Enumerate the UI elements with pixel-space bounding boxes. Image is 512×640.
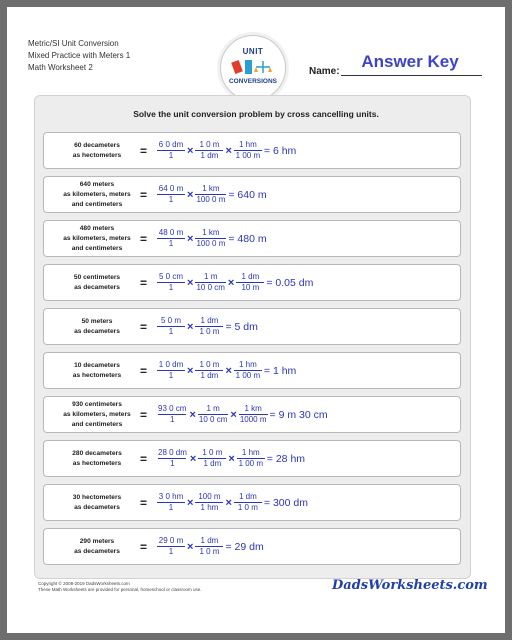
fraction-numerator: 1 m — [204, 272, 218, 281]
fraction-denominator: 1 — [157, 150, 185, 161]
times-sign: × — [225, 496, 232, 509]
problem-prompt — [48, 397, 146, 432]
times-sign: × — [187, 144, 194, 157]
times-sign: × — [187, 540, 194, 553]
conversion-fraction — [157, 536, 185, 557]
times-sign: × — [230, 408, 237, 421]
problem-row — [43, 396, 461, 433]
conversion-fraction — [198, 448, 226, 469]
fraction-denominator: 1 00 m — [235, 371, 261, 380]
problem-prompt — [48, 309, 146, 344]
fraction-denominator: 1 0 m — [234, 502, 262, 513]
prompt-line: as hectometers — [72, 371, 122, 379]
problem-row — [43, 264, 461, 301]
fraction-denominator: 10 m — [236, 282, 264, 293]
fraction-denominator: 10 0 cm — [196, 283, 225, 292]
equals-sign: = — [140, 143, 148, 158]
title-line-2: Mixed Practice with Meters 1 — [28, 51, 131, 60]
fraction-numerator: 1 km — [244, 404, 262, 413]
instructions: Solve the unit conversion problem by cross cancelling units. — [133, 109, 379, 119]
copyright-line: Copyright © 2008-2019 DadsWorksheets.com — [38, 581, 130, 586]
dadsworksheets-brand-logo: DadsWorksheets.com — [332, 578, 488, 593]
conversion-fraction — [195, 140, 223, 161]
fraction-numerator: 1 dm — [241, 272, 260, 281]
times-sign: × — [187, 320, 194, 333]
prompt-line: as decameters — [74, 503, 120, 511]
fraction-denominator: 1 — [157, 502, 185, 513]
fraction-numerator: 1 m — [206, 404, 220, 413]
fraction-denominator: 1 — [157, 326, 185, 337]
conversion-equation — [140, 529, 264, 564]
conversion-fraction — [237, 448, 265, 469]
problem-row — [43, 176, 461, 213]
equals-sign: = — [140, 275, 148, 290]
problem-row — [43, 132, 461, 169]
logo-text-conversions: CONVERSIONS — [228, 78, 278, 85]
fraction-numerator: 93 0 cm — [158, 404, 187, 413]
fraction-denominator: 1 — [157, 238, 185, 249]
answer-result: = 480 m — [228, 232, 267, 245]
problem-row — [43, 220, 461, 257]
conversion-fraction — [157, 360, 185, 381]
fraction-numerator: 1 hm — [241, 448, 260, 457]
conversion-fraction — [157, 228, 185, 249]
conversion-equation — [140, 397, 328, 432]
conversion-fraction — [157, 404, 187, 425]
conversion-equation — [140, 133, 296, 168]
prompt-line: 480 meters — [79, 224, 115, 232]
equals-sign: = — [140, 231, 148, 246]
equals-sign: = — [140, 495, 148, 510]
times-sign: × — [187, 496, 194, 509]
fraction-numerator: 1 hm — [238, 360, 257, 369]
title-line-1: Metric/SI Unit Conversion — [28, 39, 119, 48]
times-sign: × — [225, 144, 232, 157]
fraction-numerator: 1 0 m — [199, 140, 220, 149]
ruler-scale-icon — [231, 58, 275, 76]
fraction-numerator: 1 dm — [238, 492, 257, 501]
worksheet-title — [28, 38, 228, 74]
answer-result: = 1 hm — [263, 364, 297, 377]
conversion-fraction — [234, 492, 262, 513]
fraction-denominator: 1 0 m — [195, 326, 223, 337]
prompt-line: as hectometers — [72, 459, 122, 467]
problem-prompt — [48, 265, 146, 300]
conversion-fraction — [236, 272, 264, 293]
answer-key-text: Answer Key — [361, 52, 459, 71]
copyright-notice — [38, 581, 202, 593]
fraction-denominator: 1000 m — [239, 415, 267, 424]
answer-result: = 9 m 30 cm — [269, 408, 328, 421]
fraction-numerator: 5 0 m — [161, 316, 182, 325]
conversion-fraction — [195, 492, 223, 513]
conversion-equation — [140, 265, 313, 300]
problem-row — [43, 352, 461, 389]
fraction-denominator: 1 0 m — [195, 546, 223, 557]
prompt-line: as hectometers — [72, 151, 122, 159]
conversion-equation — [140, 485, 308, 520]
answer-result: = 640 m — [228, 188, 267, 201]
logo-text-unit: UNIT — [242, 47, 264, 56]
prompt-line: as kilometers, meters — [63, 410, 131, 418]
prompt-line: as kilometers, meters — [63, 190, 131, 198]
fraction-denominator: 1 — [157, 194, 185, 205]
prompt-line: as decameters — [74, 283, 120, 291]
fraction-numerator: 1 hm — [238, 140, 257, 149]
conversion-fraction — [239, 404, 268, 425]
fraction-denominator: 100 0 m — [196, 195, 226, 204]
usage-notice: These Math Worksheets are provided for personal, homeschool or classroom use. — [38, 587, 202, 592]
prompt-line: as decameters — [74, 547, 120, 555]
equals-sign: = — [140, 187, 148, 202]
problem-prompt — [48, 177, 146, 212]
conversion-equation — [140, 177, 267, 212]
fraction-numerator: 100 m — [198, 492, 221, 501]
prompt-line: as decameters — [74, 327, 120, 335]
conversion-fraction — [157, 316, 185, 337]
problem-prompt — [48, 133, 146, 168]
logo-icons — [221, 58, 285, 76]
fraction-numerator: 64 0 m — [158, 184, 184, 193]
problem-row — [43, 440, 461, 477]
times-sign: × — [227, 276, 235, 289]
conversion-equation — [140, 309, 258, 344]
prompt-line: 50 centimeters — [73, 273, 121, 281]
fraction-denominator: 1 dm — [195, 370, 223, 381]
prompt-line: as kilometers, meters — [63, 234, 131, 242]
times-sign: × — [187, 232, 194, 245]
conversion-fraction — [157, 184, 185, 205]
conversion-fraction — [234, 140, 262, 161]
name-line — [341, 75, 482, 76]
problem-prompt — [48, 441, 146, 476]
equals-sign: = — [140, 319, 148, 334]
answer-result: = 300 dm — [263, 496, 308, 509]
fraction-denominator: 1 hm — [195, 502, 223, 513]
problem-row — [43, 484, 461, 521]
conversion-equation — [140, 441, 305, 476]
answer-result: = 29 dm — [225, 540, 264, 553]
prompt-line: 30 hectometers — [72, 493, 122, 501]
prompt-line: and centimeters — [71, 420, 123, 428]
fraction-denominator: 1 — [158, 414, 186, 425]
fraction-numerator: 48 0 m — [158, 228, 184, 237]
equals-sign: = — [140, 363, 148, 378]
conversion-fraction — [195, 360, 223, 381]
answer-result: = 28 hm — [266, 452, 306, 465]
equals-sign: = — [140, 451, 148, 466]
fraction-denominator: 1 dm — [198, 458, 226, 469]
fraction-numerator: 29 0 m — [158, 536, 184, 545]
fraction-numerator: 3 0 hm — [158, 492, 184, 501]
fraction-denominator: 100 0 m — [196, 239, 226, 248]
conversion-fraction — [157, 492, 185, 513]
fraction-denominator: 1 — [157, 546, 185, 557]
fraction-numerator: 6 0 dm — [158, 140, 184, 149]
unit-conversions-logo — [220, 35, 286, 101]
prompt-line: 60 decameters — [74, 141, 120, 149]
problem-row — [43, 528, 461, 565]
problem-prompt — [48, 221, 146, 256]
name-label: Name: — [309, 66, 340, 77]
conversion-fraction — [198, 404, 228, 425]
conversion-fraction — [195, 536, 223, 557]
fraction-numerator: 1 0 m — [202, 448, 223, 457]
conversion-fraction — [157, 140, 185, 161]
prompt-line: 280 decameters — [72, 449, 122, 457]
conversion-fraction — [195, 184, 226, 205]
equals-sign: = — [140, 539, 148, 554]
times-sign: × — [189, 452, 197, 465]
fraction-denominator: 1 00 m — [235, 151, 261, 160]
fraction-denominator: 1 — [157, 370, 185, 381]
answer-result: = 5 dm — [225, 320, 258, 333]
conversion-fraction — [234, 360, 262, 381]
answer-result: = 0.05 dm — [266, 276, 314, 289]
fraction-denominator: 1 00 m — [238, 459, 264, 468]
fraction-denominator: 1 dm — [195, 150, 223, 161]
fraction-numerator: 1 km — [202, 228, 220, 237]
problem-row — [43, 308, 461, 345]
answer-result: = 6 hm — [263, 144, 297, 157]
fraction-numerator: 28 0 dm — [158, 448, 187, 457]
conversion-fraction — [195, 272, 225, 293]
prompt-line: and centimeters — [71, 200, 123, 208]
fraction-numerator: 1 0 m — [199, 360, 220, 369]
prompt-line: 640 meters — [79, 180, 115, 188]
fraction-numerator: 1 dm — [200, 536, 219, 545]
prompt-line: 290 meters — [79, 537, 115, 545]
title-line-3: Math Worksheet 2 — [28, 63, 93, 72]
fraction-denominator: 10 0 cm — [198, 415, 228, 424]
fraction-numerator: 1 dm — [200, 316, 219, 325]
conversion-equation — [140, 353, 296, 388]
fraction-denominator: 1 — [158, 458, 186, 469]
times-sign: × — [189, 408, 196, 421]
fraction-numerator: 5 0 cm — [159, 272, 184, 281]
times-sign: × — [228, 452, 235, 465]
problem-prompt — [48, 485, 146, 520]
times-sign: × — [187, 276, 194, 289]
conversion-equation — [140, 221, 267, 256]
fraction-denominator: 1 — [157, 282, 185, 293]
times-sign: × — [225, 364, 232, 377]
problem-prompt — [48, 353, 146, 388]
prompt-line: 50 meters — [81, 317, 113, 325]
fraction-numerator: 1 km — [202, 184, 220, 193]
conversion-fraction — [195, 316, 223, 337]
times-sign: × — [187, 188, 194, 201]
times-sign: × — [187, 364, 194, 377]
fraction-numerator: 1 0 dm — [158, 360, 184, 369]
conversion-fraction — [195, 228, 226, 249]
prompt-line: 930 centimeters — [72, 400, 122, 408]
prompt-line: 10 decameters — [74, 361, 120, 369]
equals-sign: = — [140, 407, 148, 422]
conversion-fraction — [157, 272, 185, 293]
problem-prompt — [48, 529, 146, 564]
prompt-line: and centimeters — [71, 244, 123, 252]
conversion-fraction — [157, 448, 188, 469]
